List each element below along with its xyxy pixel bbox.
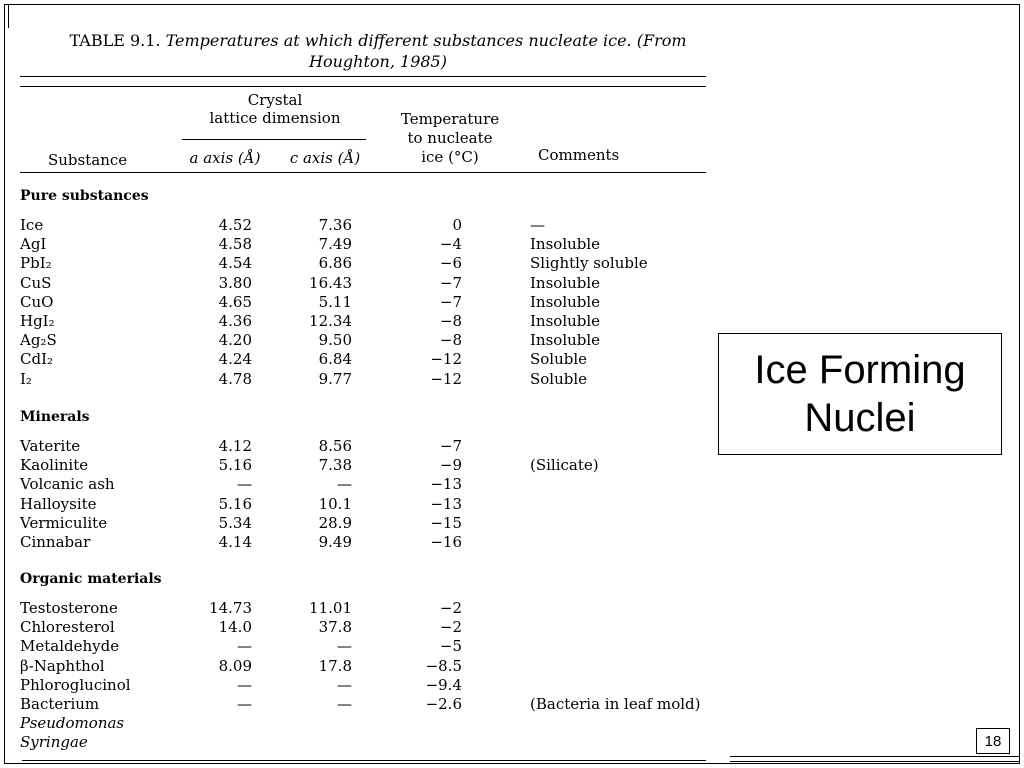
table-cell-temp: −9.4: [425, 675, 462, 694]
table-cell-temp: −15: [430, 513, 462, 532]
table-cell-a: 4.52: [218, 216, 252, 234]
crystal-header-line2: lattice dimension: [209, 109, 341, 127]
slide-title-box: [718, 333, 1002, 455]
table-cell-temp: −16: [430, 533, 462, 551]
table-cell-substance: Phloroglucinol: [20, 675, 131, 694]
table-cell-a: 14.73: [209, 599, 252, 617]
table-cell-substance: Metaldehyde: [20, 637, 120, 656]
table-cell-comment: Insoluble: [530, 273, 601, 292]
table-cell-a: 14.0: [218, 618, 252, 637]
table-cell-a: 5.16: [218, 494, 252, 513]
table-cell-a: 5.16: [218, 456, 252, 475]
table-cell-substance: CuS: [20, 273, 52, 292]
table-cell-a: 4.58: [218, 235, 252, 254]
c-axis-header: [280, 150, 370, 167]
substance-header: Substance: [48, 151, 128, 169]
table-cell-c: —: [337, 475, 352, 494]
table-cell-substance: AgI: [20, 235, 47, 254]
table-cell-a: 4.65: [218, 292, 252, 311]
table-cell-c: 37.8: [318, 618, 352, 637]
table-cell-a: 4.54: [218, 254, 252, 273]
crystal-header-rule: [182, 139, 366, 140]
table-cell-comment: Soluble: [530, 369, 588, 388]
table-cell-temp: −2.6: [425, 695, 462, 713]
table-cell-c: 8.56: [318, 437, 352, 455]
table-cell-substance: CuO: [20, 292, 54, 311]
table-cell-temp: −8: [439, 331, 462, 350]
table-cell-substance: CdI₂: [20, 350, 54, 369]
table-cell-temp: −2: [439, 599, 462, 617]
table-caption-lead: TABLE 9.1.: [69, 31, 161, 50]
table-cell-c: 7.36: [318, 216, 352, 234]
table-caption: [48, 30, 708, 72]
table-cell-c: 10.1: [318, 494, 352, 513]
temp-header-line2: to nucleate: [407, 129, 493, 147]
table-cell-substance: Chloresterol: [20, 618, 115, 637]
table-cell-temp: −7: [439, 292, 462, 311]
table-cell-temp: −12: [430, 369, 462, 388]
table-cell-a: 4.24: [218, 350, 252, 369]
table-cell-c: 6.86: [318, 254, 352, 273]
table-cell-substance: Bacterium: [20, 695, 100, 713]
table-cell-temp: −13: [430, 494, 462, 513]
table-cell-c: —: [337, 637, 352, 656]
table-cell-a: 4.78: [218, 369, 252, 388]
section-title: Organic materials: [20, 571, 162, 587]
table-cell-substance: Vermiculite: [20, 513, 108, 532]
table-cell-substance: Halloysite: [20, 494, 97, 513]
a-axis-header-text: a axis (Å): [189, 149, 261, 167]
table-cell-substance: Testosterone: [20, 599, 118, 617]
table-cell-a: 4.36: [218, 312, 252, 330]
table-cell-temp: −4: [439, 235, 462, 254]
table-bottom-rule: [22, 760, 706, 761]
table-cell-temp: −7: [439, 437, 462, 455]
slide-title: [754, 346, 965, 442]
header-bottom-rule: [20, 172, 706, 173]
table-cell-temp: −7: [439, 273, 462, 292]
crystal-header-line1: Crystal: [247, 91, 303, 109]
table-cell-c: 9.50: [318, 331, 352, 350]
table-cell-substance: I₂: [20, 369, 32, 388]
table-cell-temp: −8: [439, 312, 462, 330]
table-cell-comment: Insoluble: [530, 312, 601, 330]
table-cell-temp: −5: [439, 637, 462, 656]
table-cell-temp: −12: [430, 350, 462, 369]
table-cell-a: —: [237, 637, 252, 656]
frame-corner-mark: [4, 4, 9, 28]
table-cell-a: —: [237, 695, 252, 713]
table-cell-c: —: [337, 675, 352, 694]
table-cell-temp: −13: [430, 475, 462, 494]
caption-rule: [20, 76, 706, 77]
table-cell-comment: Slightly soluble: [530, 254, 648, 273]
table-cell-temp: −6: [439, 254, 462, 273]
table-cell-a: 4.14: [218, 533, 252, 551]
table-cell-c: —: [337, 695, 352, 713]
table-cell-c: 16.43: [309, 273, 352, 292]
comments-header: Comments: [538, 146, 620, 164]
temp-header-line3: ice (°C): [421, 148, 479, 166]
table-cell-substance: HgI₂: [20, 312, 55, 330]
table-cell-substance-continued: Pseudomonas: [20, 714, 125, 733]
header-top-rule: [20, 86, 706, 87]
table-cell-comment: Insoluble: [530, 235, 601, 254]
section-title: Pure substances: [20, 188, 149, 204]
table-cell-temp: −9: [439, 456, 462, 475]
page-number: 18: [976, 728, 1010, 754]
slide-title-line2: Nuclei: [804, 396, 916, 440]
table-cell-comment: Insoluble: [530, 292, 601, 311]
table-cell-a: 4.12: [218, 437, 252, 455]
section-title: Minerals: [20, 409, 90, 425]
table-cell-c: 7.49: [318, 235, 352, 254]
bottom-double-rule: [730, 756, 1020, 762]
table-cell-a: 5.34: [218, 513, 252, 532]
table-cell-a: —: [237, 475, 252, 494]
table-cell-c: 28.9: [318, 513, 352, 532]
table-cell-temp: −8.5: [425, 656, 462, 675]
table-cell-c: 11.01: [309, 599, 352, 617]
table-cell-c: 9.77: [318, 369, 352, 388]
table-cell-temp: 0: [452, 216, 462, 234]
table-cell-substance: β-Naphthol: [20, 656, 105, 675]
table-cell-c: 17.8: [318, 656, 352, 675]
table-cell-a: —: [237, 675, 252, 694]
table-cell-c: 9.49: [318, 533, 352, 551]
table-cell-substance: PbI₂: [20, 254, 52, 273]
table-cell-a: 8.09: [218, 656, 252, 675]
table-cell-c: 5.11: [318, 292, 352, 311]
table-cell-substance: Volcanic ash: [20, 475, 115, 494]
table-cell-a: 3.80: [218, 273, 252, 292]
table-cell-substance: Kaolinite: [20, 456, 89, 475]
table-cell-substance: Cinnabar: [20, 533, 91, 551]
table-cell-comment: Insoluble: [530, 331, 601, 350]
table-cell-substance: Ice: [20, 216, 44, 234]
slide-title-line1: Ice Forming: [754, 348, 966, 392]
c-axis-header-text: c axis (Å): [289, 149, 361, 167]
table-cell-substance: Ag₂S: [20, 331, 57, 350]
table-cell-substance-continued: Syringae: [20, 733, 88, 752]
table-cell-c: 7.38: [318, 456, 352, 475]
a-axis-header: [180, 150, 270, 167]
table-cell-c: 6.84: [318, 350, 352, 369]
table-cell-temp: −2: [439, 618, 462, 637]
table-cell-comment: (Silicate): [530, 456, 599, 475]
table-cell-comment: —: [530, 216, 545, 234]
table-caption-text: Temperatures at which different substances nucleate ice. (From Houghton, 1985): [165, 31, 687, 71]
table-cell-c: 12.34: [309, 312, 352, 330]
table-cell-comment: (Bacteria in leaf mold): [530, 695, 701, 713]
table-cell-comment: Soluble: [530, 350, 588, 369]
temp-header-line1: Temperature: [400, 110, 500, 128]
table-cell-substance: Vaterite: [20, 437, 81, 455]
table-cell-a: 4.20: [218, 331, 252, 350]
